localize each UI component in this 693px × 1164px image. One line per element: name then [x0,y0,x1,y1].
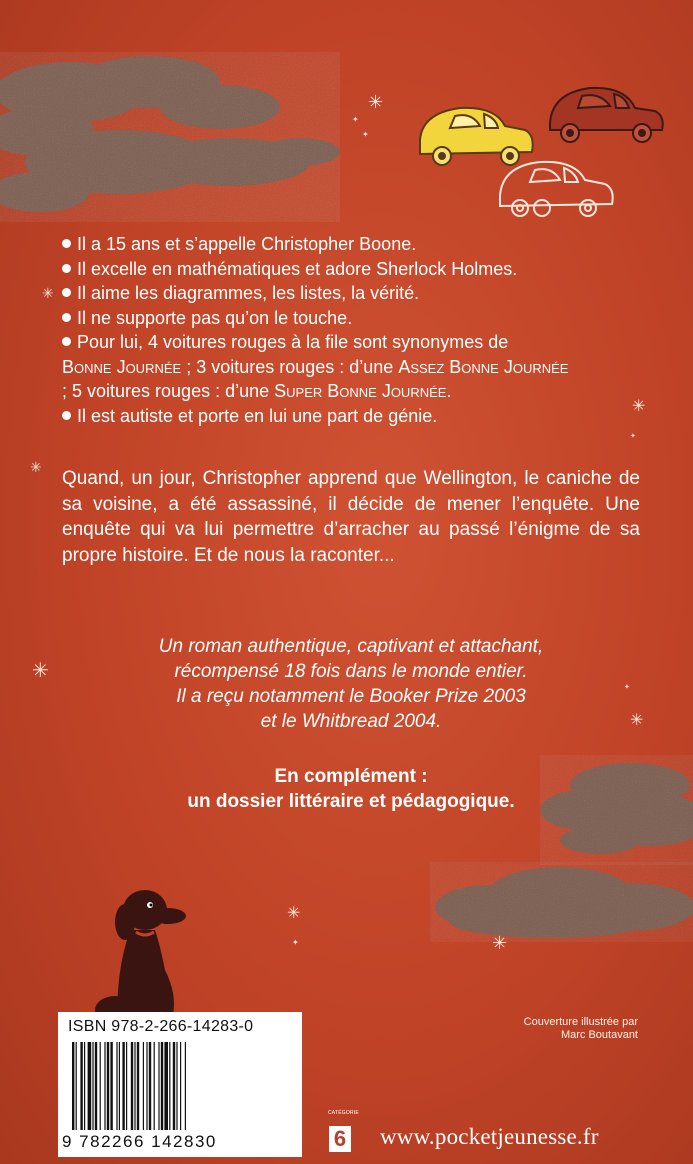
star-icon: ✦ [624,683,630,691]
barcode-bar [80,1042,82,1130]
barcode-bar [149,1042,151,1130]
barcode-panel [58,1012,302,1157]
car-outline-icon [500,162,613,216]
character-traits-list [62,232,642,428]
bullet-icon [62,264,71,273]
barcode-bar [126,1042,127,1130]
bonus-content-note: En complément : un dossier littéraire et pédagogique. [187,766,515,812]
barcode-bar [107,1042,109,1130]
star-icon: ✳ [42,286,54,302]
barcode-bar [173,1042,175,1130]
list-item: Il a 15 ans et s’appelle Christopher Boone. [62,232,642,257]
barcode-bar [110,1042,112,1130]
barcode-bar [122,1042,124,1130]
star-icon: ✦ [292,938,299,947]
category-badge: CATÉGORIE 6 [328,1110,359,1151]
publisher-website[interactable]: www.pocketjeunesse.fr [380,1124,599,1149]
barcode-bar [169,1042,170,1130]
star-icon: ✳ [30,460,42,476]
barcode-bar [84,1042,85,1130]
poodle-dog-illustration [90,880,210,1030]
star-icon: ✦ [362,130,369,139]
barcode-digits: 9 782266 142830 [62,1132,217,1151]
barcode-bar [161,1042,163,1130]
barcode-bar [119,1042,120,1130]
barcode-bar [137,1042,139,1130]
barcode-bar [72,1042,74,1130]
barcode-bar [131,1042,133,1130]
star-icon: ✳ [492,933,508,954]
barcode-bar [143,1042,144,1130]
barcode-bar [134,1042,135,1130]
synopsis-paragraph: Quand, un jour, Christopher apprend que Wellington, le caniche de sa voisine, a été assassiné, il décide de mener l’enquête. Une enquête qui va lui permettre d’arracher au passé l’énigme de sa propre histoire. Et de nous la raconter... [62,468,640,566]
bullet-icon [62,239,71,248]
star-icon: ✳ [32,658,49,682]
bullet-icon [62,313,71,322]
barcode-bar [158,1042,159,1130]
barcode-bars [72,1042,288,1134]
barcode-bar [100,1042,101,1130]
bullet-icon [62,411,71,420]
barcode-bar [176,1042,177,1130]
barcode-bar [180,1042,181,1130]
bullet-icon [62,288,71,297]
praise-quote: Un roman authentique, captivant et attachant, récompensé 18 fois dans le monde entier. Il a reçu notamment le Booker Prize 2003 et le Whitbread 2004. [158,636,544,732]
cloud-top-left [0,52,340,222]
star-icon: ✳ [287,903,301,922]
barcode-bar [76,1042,77,1130]
car-yellow-icon [420,108,533,165]
barcode-bar [154,1042,155,1130]
list-item: Il ne supporte pas qu’on le touche. [62,306,642,331]
barcode-bar [164,1042,168,1130]
bullet-icon [62,337,71,346]
barcode-bar [185,1042,186,1130]
list-item: Il est autiste et porte en lui une part de génie. [62,404,642,429]
barcode-bar [95,1042,97,1130]
star-icon: ✦ [352,115,359,124]
illustration-credit: Couverture illustrée par Marc Boutavant [523,1016,638,1041]
list-item: Il aime les diagrammes, les listes, la vérité. [62,281,642,306]
list-item: Il excelle en mathématiques et adore Sherlock Holmes. [62,257,642,282]
star-icon: ✳ [368,92,384,113]
barcode-bar [146,1042,147,1130]
barcode-bar [88,1042,92,1130]
barcode-bar [92,1042,93,1130]
list-item: Pour lui, 4 voitures rouges à la file sont synonymes de Bonne Journée ; 3 voitures rouges : d’une Assez Bonne Journée ; 5 voitures rouges : d’une Super Bonne Journée. [62,332,569,401]
car-dark-icon [550,88,663,142]
car-illustrations [410,78,675,223]
star-icon: ✳ [632,396,646,415]
star-icon: ✳ [630,710,644,729]
star-icon: ✦ [630,432,636,440]
cloud-lower-right [430,862,693,942]
barcode-bar [104,1042,105,1130]
barcode-bar [116,1042,117,1130]
isbn-text: ISBN 978-2-266-14283-0 [68,1018,254,1035]
